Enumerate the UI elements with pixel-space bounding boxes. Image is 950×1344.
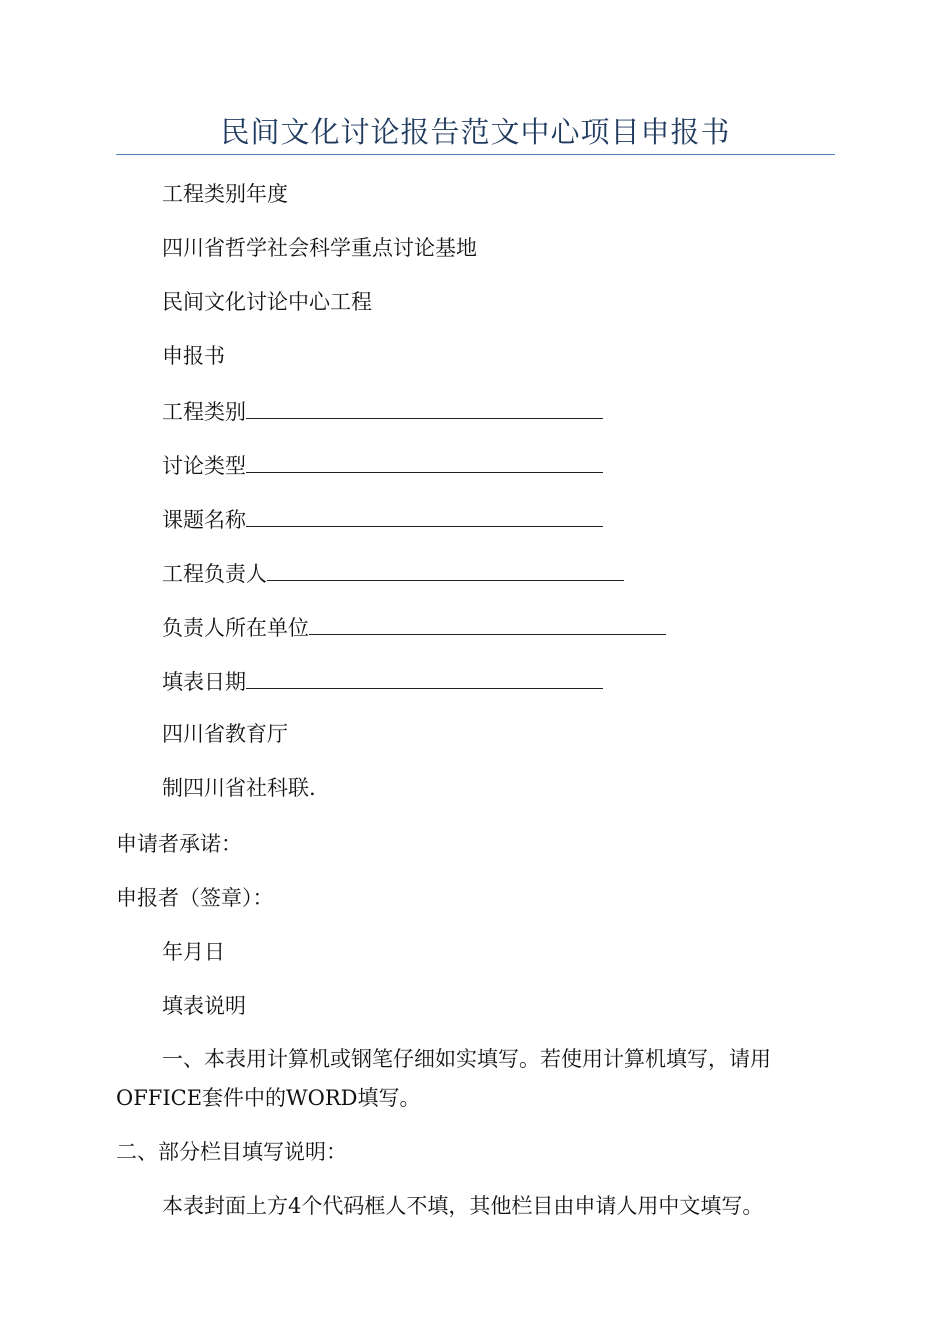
cover-line-year: 工程类别年度 (162, 182, 288, 206)
field-topic-name (162, 504, 603, 534)
instruction-item-1-line-1: 一、本表用计算机或钢笔仔细如实填写。若使用计算机填写，请用 (162, 1047, 771, 1071)
instruction-item-1-line-2: OFFICE套件中的WORD填写。 (116, 1086, 421, 1110)
issuer-education-dept: 四川省教育厅 (162, 722, 288, 746)
cover-line-application: 申报书 (162, 344, 225, 368)
field-fill-date (162, 666, 603, 696)
cover-line-base: 四川省哲学社会科学重点讨论基地 (162, 236, 477, 260)
field-project-leader (162, 558, 624, 588)
field-label: 工程负责人 (162, 562, 267, 586)
field-research-type (162, 450, 603, 480)
fill-blank-line[interactable] (246, 504, 603, 527)
issuer-social-science-fed: 制四川省社科联. (162, 776, 316, 800)
field-label: 填表日期 (162, 670, 246, 694)
pledge-heading: 申请者承诺： (116, 832, 242, 856)
field-project-category (162, 396, 603, 426)
instructions-heading: 填表说明 (162, 994, 246, 1018)
fill-blank-line[interactable] (267, 558, 624, 581)
instruction-item-2: 二、部分栏目填写说明： (116, 1140, 347, 1164)
instruction-item-2-detail: 本表封面上方4个代码框人不填，其他栏目由申请人用中文填写。 (162, 1194, 764, 1218)
fill-blank-line[interactable] (246, 396, 603, 419)
date-line: 年月日 (162, 940, 225, 964)
field-label: 工程类别 (162, 400, 246, 424)
document-title: 民间文化讨论报告范文中心项目申报书 (220, 115, 731, 149)
field-label: 讨论类型 (162, 454, 246, 478)
field-label: 负责人所在单位 (162, 616, 309, 640)
field-leader-unit (162, 612, 666, 642)
signature-line: 申报者（签章）： (116, 886, 274, 910)
fill-blank-line[interactable] (246, 666, 603, 689)
field-label: 课题名称 (162, 508, 246, 532)
fill-blank-line[interactable] (246, 450, 603, 473)
title-underline (116, 154, 835, 155)
fill-blank-line[interactable] (309, 612, 666, 635)
cover-line-center: 民间文化讨论中心工程 (162, 290, 372, 314)
